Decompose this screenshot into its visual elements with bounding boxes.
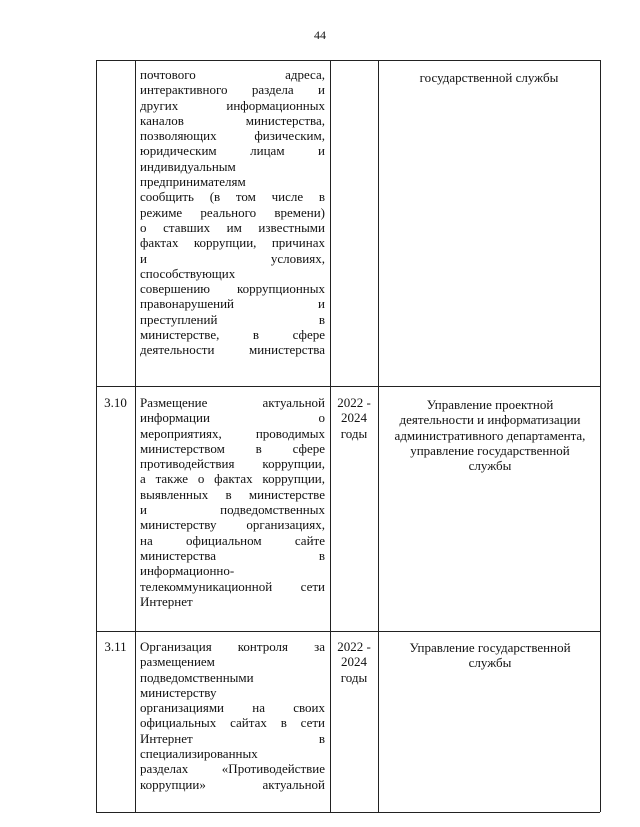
table-border-bottom [96, 812, 600, 813]
description-line: на официальном сайте [140, 532, 325, 548]
description-line: разделах «Противодействие [140, 761, 325, 777]
description-line: других информационных [140, 97, 325, 113]
period-cell: 2022 - 2024 годы [337, 639, 371, 685]
description-line: министерству организациях, [140, 517, 325, 533]
description-line: правонарушений и [140, 296, 325, 312]
description-line: и условиях, [140, 250, 325, 266]
description-line: а также о фактах коррупции, [140, 471, 325, 487]
description-line: Организация контроля за [140, 639, 325, 654]
table-border-left [96, 60, 97, 812]
description-cell [140, 639, 325, 792]
description-line: информационно- [140, 563, 235, 579]
description-line: предпринимателям [140, 174, 246, 190]
description-line: информации о [140, 410, 325, 426]
row-number: 3.11 [104, 639, 127, 654]
table-border-top [96, 60, 600, 61]
description-line: режиме реального времени) [140, 204, 325, 220]
plan-table [96, 60, 600, 812]
description-line: телекоммуникационной сети [140, 578, 325, 594]
row-divider-1 [96, 386, 600, 387]
description-cell [140, 67, 325, 358]
description-line: специализированных [140, 746, 258, 762]
col-divider-period [378, 60, 379, 812]
description-line: Интернет в [140, 730, 325, 746]
description-line: каналов министерства, [140, 112, 325, 128]
description-line: способствующих [140, 265, 236, 281]
description-line: деятельности министерства [140, 342, 325, 358]
description-line: выявленных в министерстве [140, 486, 325, 502]
table-row [140, 639, 325, 792]
description-line: фактах коррупции, причинах [140, 235, 325, 251]
page-number: 44 [314, 28, 326, 42]
period-cell: 2022 - 2024 годы [337, 395, 371, 441]
description-line: почтового адреса, [140, 67, 325, 82]
description-line: подведомственными [140, 669, 254, 685]
description-line: организациями на своих [140, 700, 325, 716]
description-line: Интернет [140, 593, 193, 609]
description-line: размещением [140, 654, 215, 670]
responsible-cell: Управление государственной службы [409, 640, 571, 671]
description-line: совершению коррупционных [140, 281, 325, 297]
description-line: сообщить (в том числе в [140, 189, 325, 205]
col-divider-description [330, 60, 331, 812]
description-line: Размещение актуальной [140, 395, 325, 410]
description-line: министерства в [140, 547, 325, 563]
description-line: министерству [140, 684, 217, 700]
description-line: позволяющих физическим, [140, 128, 325, 144]
description-line: о ставших им известными [140, 219, 325, 235]
description-line: мероприятиях, проводимых [140, 425, 325, 441]
description-line: противодействия коррупции, [140, 456, 325, 472]
table-row [140, 67, 325, 358]
description-line: официальных сайтах в сети [140, 715, 325, 731]
responsible-cell: государственной службы [419, 70, 559, 85]
description-line: министерстве, в сфере [140, 327, 325, 343]
description-line: министерством в сфере [140, 440, 325, 456]
row-divider-2 [96, 631, 600, 632]
table-border-right [600, 60, 601, 812]
col-divider-number [135, 60, 136, 812]
responsible-cell: Управление проектной деятельности и информатизации административного департамента, управление государственной службы [394, 397, 586, 474]
description-line: индивидуальным [140, 158, 236, 174]
row-number: 3.10 [104, 395, 127, 410]
description-line: интерактивного раздела и [140, 82, 325, 98]
description-line: юридическим лицам и [140, 143, 325, 159]
description-cell [140, 395, 325, 609]
table-row [140, 395, 325, 609]
description-line: преступлений в [140, 311, 325, 327]
description-line: коррупции» актуальной [140, 776, 325, 792]
description-line: и подведомственных [140, 502, 325, 518]
